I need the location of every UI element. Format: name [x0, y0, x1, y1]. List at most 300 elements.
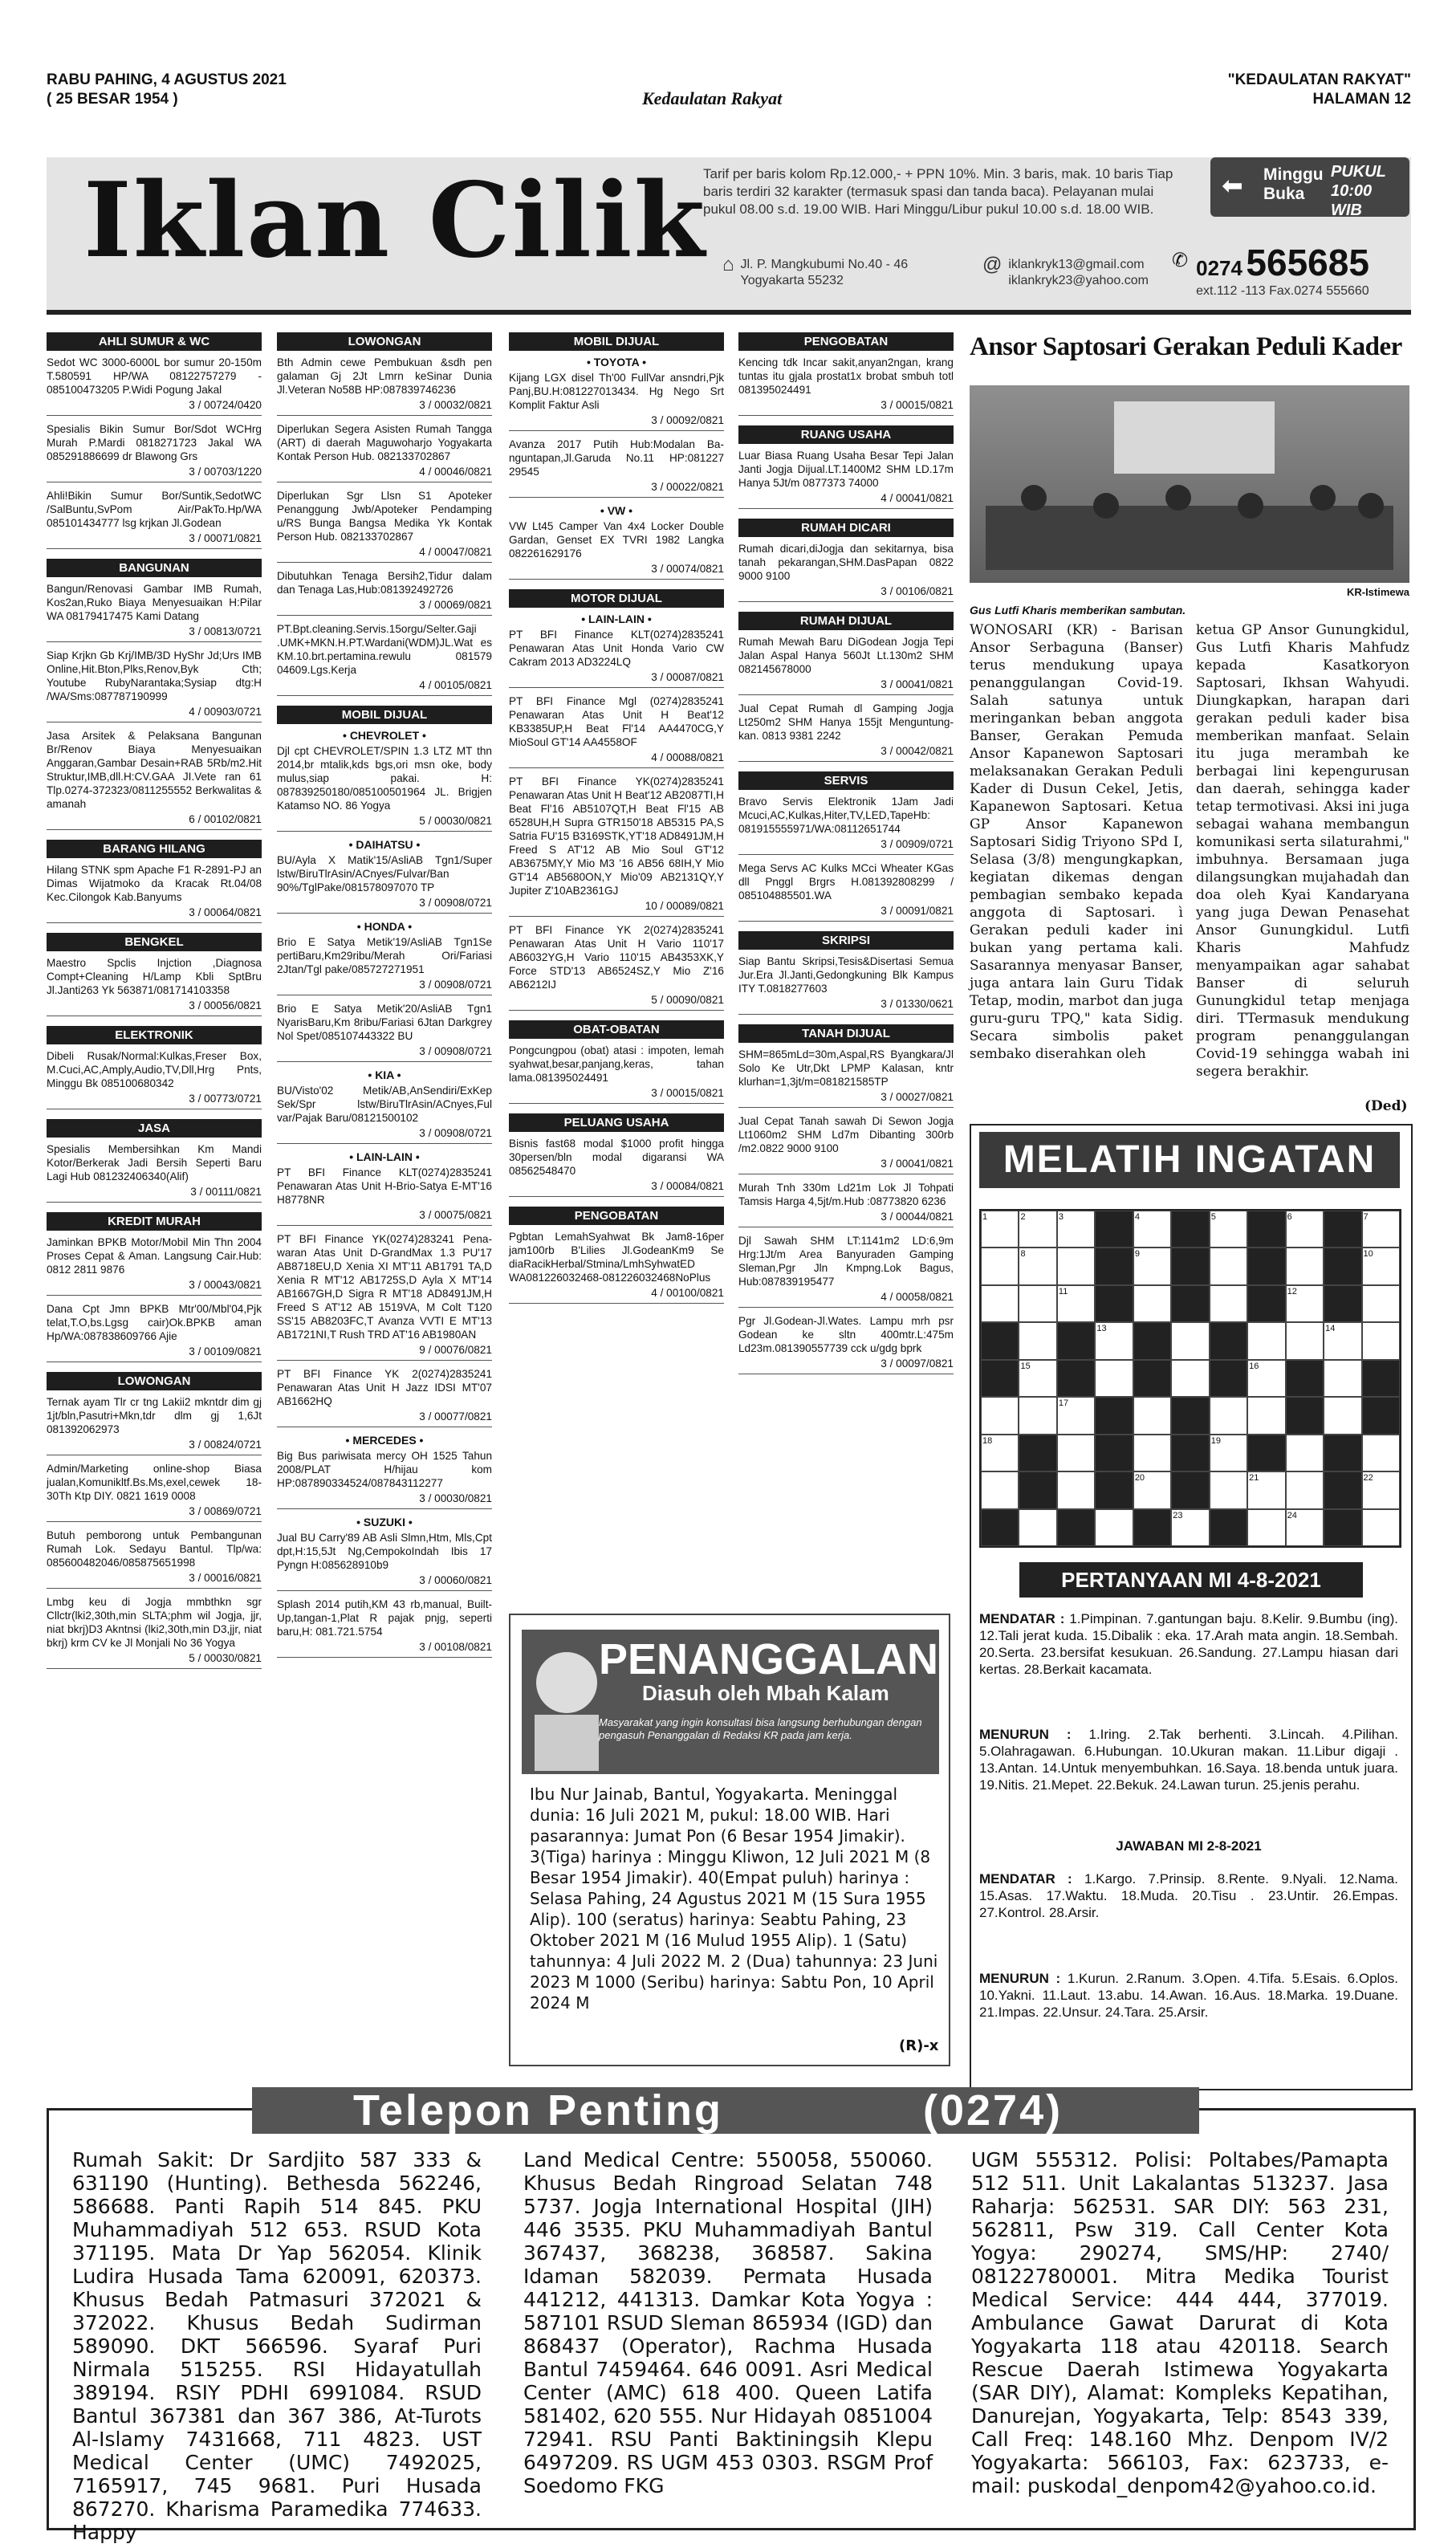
black-cell: [1019, 1435, 1056, 1471]
subcategory-label: • LAIN-LAIN •: [581, 613, 652, 625]
crossword-cell: 1: [981, 1211, 1019, 1248]
ad-code: 4 / 00041/0821: [738, 491, 954, 509]
category-header: RUMAH DICARI: [738, 519, 954, 537]
classified-ad-text: Brio E Satya Metik'20/AsliAB Tgn1 NyarisBaru,Km 8ribu/Fariasi 6Jtan Darkgrey Nol Spet/085107443322 BU: [277, 1003, 492, 1042]
crossword-cell: [1247, 1509, 1285, 1546]
black-cell: [1210, 1509, 1247, 1546]
crossword-cell: [981, 1471, 1019, 1508]
black-cell: [1133, 1360, 1171, 1397]
crossword-cell: [1133, 1435, 1171, 1471]
email-2: iklankryk23@yahoo.com: [1008, 274, 1149, 287]
classified-ad-text: Butuh pemborong untuk Pembangunan Rumah Lok. Sedayu Bantul. Tlp/wa: 085600482046/085875651998: [47, 1529, 262, 1569]
classified-column-1: [47, 332, 262, 1675]
category-header: BENGKEL: [47, 933, 262, 951]
crossword-cell: [1133, 1397, 1171, 1434]
black-cell: [1210, 1360, 1247, 1397]
ad-code: 4 / 00105/0821: [277, 678, 492, 696]
crossword-cell: [1057, 1435, 1095, 1471]
crossword-cell: [1210, 1471, 1247, 1508]
black-cell: [1247, 1285, 1285, 1322]
classified-ad-text: BU/Ayla X Matik'15/AsliAB Tgn1/Super lstw/BiruTlrAsin/ACnyes/Fulvar/Ban 90%/TglPake/081578097070 TP: [277, 854, 492, 893]
black-cell: [1057, 1360, 1095, 1397]
crossword-cell: [1171, 1360, 1209, 1397]
crossword-cell: [1019, 1285, 1056, 1322]
black-cell: [1171, 1248, 1209, 1284]
ad-code: 4 / 00088/0821: [509, 751, 724, 768]
article-signature: (Ded): [1364, 1098, 1408, 1114]
black-cell: [1247, 1211, 1285, 1248]
crossword-cell: [1286, 1435, 1324, 1471]
black-cell: [1247, 1248, 1285, 1284]
category-header: LOWONGAN: [277, 332, 492, 351]
black-cell: [1324, 1248, 1361, 1284]
crossword-cell: [1210, 1285, 1247, 1322]
penanggalan-note: Masyarakat yang ingin konsultasi bisa langsung berhubungan dengan pengasuh Penanggalan di Redaksi KR pada jam kerja.: [599, 1716, 922, 1741]
page-number: HALAMAN 12: [1312, 91, 1411, 108]
ad-code: 5 / 00090/0821: [509, 993, 724, 1011]
ad-code: 3 / 00108/0821: [277, 1640, 492, 1658]
answers-down: [979, 1970, 1398, 2021]
answers-across-text: 1.Kargo. 7.Prinsip. 8.Rente. 9.Nyali. 12.Nama. 15.Asas. 17.Waktu. 18.Muda. 20.Tisu . 23.Untir. 26.Empas. 27.Kontrol. 28.Arsir.: [979, 1871, 1398, 1920]
classified-ad-text: Jual Cepat Rumah dl Gamping Jogja Lt250m2 SHM Hanya 155jt Menguntung-kan. 0813 9381 2242: [738, 702, 954, 742]
columnist-portrait: [527, 1634, 607, 1771]
classified-ad-text: Pgr Jl.Godean-Jl.Wates. Lampu mrh psr Godean ke sltn 400mtr.L:475m Ld23m.081390557739 cck u/gdg bprk: [738, 1315, 954, 1354]
at-icon: @: [982, 254, 1003, 275]
badge-time: PUKUL 10:00 WIB: [1331, 163, 1386, 219]
phone-contact: [1172, 241, 1369, 299]
crossword-cell: [1362, 1435, 1400, 1471]
black-cell: [1362, 1397, 1400, 1434]
classified-column-3: [509, 332, 724, 1310]
black-cell: [1095, 1248, 1133, 1284]
ad-code: 3 / 00060/0821: [277, 1573, 492, 1591]
crossword-cell: [1019, 1397, 1056, 1434]
black-cell: [1247, 1435, 1285, 1471]
crossword-cell: 24: [1286, 1509, 1324, 1546]
subcategory-label: • SUZUKI •: [356, 1516, 413, 1528]
crossword-cell: [1286, 1248, 1324, 1284]
classified-ad-text: Ahli!Bikin Sumur Bor/Suntik,SedotWC /SalBuntu,SvPom Air/PakTo.Hp/WA 085101434777 lsg krjkan Jl.Godean: [47, 490, 262, 529]
category-header: MOBIL DIJUAL: [277, 706, 492, 724]
black-cell: [1133, 1322, 1171, 1359]
penanggalan-signature: (R)-x: [899, 2037, 939, 2054]
subcategory-label: • DAIHATSU •: [348, 838, 421, 851]
classified-ad-text: Pgbtan LemahSyahwat Bk Jam8-16per jam100rb B'Lilies Jl.GodeanKm9 Se diaRacikHerbal/Stmina/LmhSyhwatED WA081226032468-081226032468NoPlus: [509, 1231, 724, 1284]
crossword-cell: 3: [1057, 1211, 1095, 1248]
category-header: MOBIL DIJUAL: [509, 332, 724, 351]
category-header: OBAT-OBATAN: [509, 1020, 724, 1039]
classified-ad-text: Big Bus pariwisata mercy OH 1525 Tahun 2008/PLAT H/hijau kom HP:087890334524/087843112277: [277, 1450, 492, 1489]
category-header: BARANG HILANG: [47, 840, 262, 858]
ad-code: 3 / 00032/0821: [277, 398, 492, 416]
crossword-cell: [1362, 1509, 1400, 1546]
crossword-cell: [1133, 1285, 1171, 1322]
ad-code: 3 / 00724/0420: [47, 398, 262, 416]
black-cell: [1324, 1509, 1361, 1546]
ad-code: 3 / 00074/0821: [509, 562, 724, 580]
black-cell: [1324, 1285, 1361, 1322]
ad-code: 3 / 00069/0821: [277, 598, 492, 616]
crossword-cell: 18: [981, 1435, 1019, 1471]
crossword-cell: 20: [1133, 1471, 1171, 1508]
telepon-col-2: Land Medical Centre: 550058, 550060. Khusus Bedah Ringroad Selatan 748 5737. Jogja International Hospital (JIH) 446 3535. PKU Muhammadiyah Bantul 367437, 368238, 368587. Sakina Idaman 582039. Permata Husada 441212, 441313. Damkar Kota Yogya : 587101 RSUD Sleman 865934 (IGD) dan 868437 (Operator), Rachma Husada Bantul 7459464. 646 0091. Asri Medical Center (AMC) 618 400. Queen Latifa 581402, 620 555. Nur Hidayah 0851004 72941. RSU Panti Baktiningsih Klepu 6497209. RS UGM 453 0303. RSGM Prof Soedomo FKG: [523, 2148, 933, 2497]
crossword-cell: 22: [1362, 1471, 1400, 1508]
crossword-cell: [981, 1397, 1019, 1434]
crossword-cell: 17: [1057, 1397, 1095, 1434]
classified-ad-text: Spesialis Bikin Sumur Bor/Sdot WCHrg Murah P.Mardi 0818271723 Jakal WA 085291886699 dr Blawong Grs: [47, 423, 262, 462]
black-cell: [1019, 1471, 1056, 1508]
black-cell: [1286, 1360, 1324, 1397]
ad-code: 3 / 00015/0821: [738, 398, 954, 416]
office-address: [722, 254, 971, 289]
crossword-cell: [1324, 1360, 1361, 1397]
black-cell: [1210, 1322, 1247, 1359]
ad-code: 3 / 00075/0821: [277, 1208, 492, 1226]
category-header: SKRIPSI: [738, 931, 954, 950]
category-header: SERVIS: [738, 771, 954, 790]
ad-code: 10 / 00089/0821: [509, 899, 724, 917]
ad-code: 3 / 00908/0721: [277, 1044, 492, 1062]
telepon-col-1: Rumah Sakit: Dr Sardjito 587 333 & 631190 (Hunting). Bethesda 562246, 586688. Panti Rapih 514 845. PKU Muhammadiyah 512 653. RSUD Kota 371195. Mata Dr Yap 562054. Klinik Ludira Husada Tama 620091, 620373. Khusus Bedah Patmasuri 372021 & 372022. Khusus Bedah Sudirman 589090. DKT 566596. Syaraf Puri Nirmala 515255. RSI Hidayatullah 389194. RSIY PDHI 6991084. RSUD Bantul 367381 dan 367 386, At-Turots Al-Islamy 7431668, 711 4823. UST Medical Center (UMC) 7492025, 7165917, 745 9681. Puri Husada 867270. Kharisma Paramedika 774633. Happy: [72, 2148, 482, 2544]
crossword-cell: [1324, 1397, 1361, 1434]
black-cell: [1324, 1211, 1361, 1248]
subcategory-label: • HONDA •: [356, 920, 413, 933]
penanggalan-author: Diasuh oleh Mbah Kalam: [642, 1681, 889, 1705]
category-header: PENGOBATAN: [509, 1207, 724, 1225]
classified-ad-text: Siap Krjkn Gb Krj/IMB/3D HyShr Jd;Urs IMB Online,Hit.Bton,Plks,Renov,Byk Cth; Youtube RubyNarantaka;Sysiap dtg:H /WA/Sms:087787190999: [47, 649, 262, 702]
classified-column-2: [277, 332, 492, 1664]
subcategory-label: • LAIN-LAIN •: [349, 1150, 420, 1163]
crossword-cell: [1019, 1322, 1056, 1359]
classified-ad-text: PT BFI Finance KLT(0274)2835241 Penawaran Atas Unit H-Brio-Satya E-MT'16 H8778NR: [277, 1166, 492, 1206]
ad-code: 3 / 00041/0821: [738, 1157, 954, 1174]
ad-code: 3 / 00043/0821: [47, 1278, 262, 1296]
black-cell: [1095, 1435, 1133, 1471]
answer-heading: JAWABAN MI 2-8-2021: [1116, 1838, 1262, 1854]
email-contacts: [982, 254, 1149, 289]
black-cell: [981, 1509, 1019, 1546]
classified-ad-text: Brio E Satya Metik'19/AsliAB Tgn1Se pertiBaru,Km29ribu/Merah Ori/Fariasi 2Jtan/Tgl pake/085727271951: [277, 936, 492, 975]
classified-ad-text: Rumah Mewah Baru DiGodean Jogja Tepi Jalan Aspal Hanya 560Jt Lt.130m2 SHM 082145678000: [738, 636, 954, 675]
classified-ad-text: VW Lt45 Camper Van 4x4 Locker Double Gardan, Genset EX TVRI 1982 Langka 082261629176: [509, 520, 724, 560]
ad-code: 3 / 00015/0821: [509, 1086, 724, 1104]
classified-ad-text: Siap Bantu Skripsi,Tesis&Disertasi Semua Jur.Era Jl.Janti,Gedongkuning Blk Kampus ITY T.0818277603: [738, 955, 954, 995]
classified-ad-text: Jaminkan BPKB Motor/Mobil Min Thn 2004 Proses Cepat & Aman. Langsung Cair.Hub: 0812 2811 9876: [47, 1236, 262, 1276]
ad-code: 3 / 00087/0821: [509, 670, 724, 688]
ad-code: 4 / 00058/0821: [738, 1290, 954, 1308]
classified-ad-text: Djl cpt CHEVROLET/SPIN 1.3 LTZ MT thn 2014,br mtalik,kds bgs,ori msn oke, body mulus,siap pakai. H: 087839250180/085100501964 JL. Brigjen Katamso NO. 86 Yogya: [277, 745, 492, 812]
ad-code: 3 / 00056/0821: [47, 999, 262, 1016]
black-cell: [1171, 1435, 1209, 1471]
across-label: MENDATAR :: [979, 1611, 1065, 1626]
ad-code: 3 / 00016/0821: [47, 1571, 262, 1589]
crossword-cell: 7: [1362, 1211, 1400, 1248]
black-cell: [1362, 1360, 1400, 1397]
crossword-cell: [1095, 1509, 1133, 1546]
article-body-col-1: WONOSARI (KR) - Barisan Ansor Serbaguna (Banser) terus mendukung upaya penanggulangan Covid-19. Salah satunya untuk meringankan beban anggota Banser, Gerakan Pemuda Ansor Kapanewon Saptosari melaksanakan Gerakan Peduli Kader di Dusun Cekel, Jetis, Kapanewon Saptosari. Ketua GP Ansor Kapanewon Saptosari Sidig Triyono SPd I, Selasa (3/8) mengungkapkan, kegiatan dikemas dengan pembagian sembako kepada anggota di Saptosari. ì Gerakan peduli kader ini bukan yang pertama kali. Sasarannya menyasar Banser, juga antara lain Guru Tidak Tetap, modin, marbot dan juga guru-guru TPQ," kata Sidig. Secara simbolis paket sembako diserahkan oleh: [970, 622, 1183, 1062]
arrow-icon: ⬅: [1222, 171, 1243, 200]
classified-ad-text: Ternak ayam Tlr cr tng Lakii2 mkntdr dim gj 1jt/bln,Pasutri+Mkn,tdr dlm gj 1,6Jt 081392062973: [47, 1396, 262, 1435]
crossword-cell: [1171, 1322, 1209, 1359]
crossword-cell: 12: [1286, 1285, 1324, 1322]
home-icon: ⌂: [722, 254, 734, 275]
black-cell: [1057, 1509, 1095, 1546]
phone-extension: ext.112 -113 Fax.0274 555660: [1196, 284, 1369, 298]
crossword-cell: 2: [1019, 1211, 1056, 1248]
paper-name: "KEDAULATAN RAKYAT": [1227, 71, 1411, 88]
penanggalan-title: PENANGGALAN: [599, 1635, 939, 1683]
crossword-cell: [1095, 1360, 1133, 1397]
black-cell: [1095, 1285, 1133, 1322]
photo-caption: Gus Lutfi Kharis memberikan sambutan.: [970, 604, 1186, 617]
ad-code: 3 / 00773/0721: [47, 1092, 262, 1109]
classified-column-4: [738, 332, 954, 1381]
telepon-title: Telepon Penting: [353, 2086, 723, 2135]
ad-code: 3 / 00824/0721: [47, 1438, 262, 1455]
ad-code: 3 / 00106/0821: [738, 584, 954, 602]
ad-code: 3 / 00077/0821: [277, 1410, 492, 1427]
answers-down-label: MENURUN :: [979, 1971, 1061, 1986]
crossword-cell: [1362, 1285, 1400, 1322]
classified-ad-text: PT BFI Finance Mgl (0274)2835241 Penawaran Atas Unit H Beat'12 KB3385UP,H Beat Fl'14 AA4470CG,Y MioSoul GT'14 AA4558OF: [509, 695, 724, 748]
classified-ad-text: Dibeli Rusak/Normal:Kulkas,Freser Box, M.Cuci,AC,Amply,Audio,TV,Dll,Hrg Pnts, Minggu Bk 085100680342: [47, 1050, 262, 1089]
ad-code: 3 / 00703/1220: [47, 465, 262, 482]
category-header: LOWONGAN: [47, 1372, 262, 1390]
subcategory-label: • VW •: [600, 504, 633, 517]
telepon-col-3: UGM 555312. Polisi: Poltabes/Pamapta 512 511. Unit Lakalantas 513237. Jasa Raharja: 562531. SAR DIY: 563 231, 562811, Psw 319. Call Center Kota Yogya: 290274, SMS/HP: 2740/ 08122780001. Mitra Medika Tourist Medical Service: 444 444, 377019. Ambulance Gawat Darurat di Kota Yogyakarta 118 atau 420118. Search Rescue Daerah Istimewa Yogyakarta (SAR DIY), Alamat: Kompleks Kepatihan, Danurejan, Yogyakarta, Telp: 8543 339, Call Freq: 148.160 Mhz. Denpom IV/2 Yogyakarta: 566103, Fax: 623733, e-mail: puskodal_denpom42@yahoo.co.id.: [971, 2148, 1389, 2497]
classified-ad-text: Djl Sawah SHM LT:1141m2 LD:6,9m Hrg:1Jt/m Area Banyuraden Gamping Sleman,Pgr Jln Kmpng.Lok Bagus, Hub:087839195477: [738, 1235, 954, 1288]
javanese-date-line: ( 25 BESAR 1954 ): [47, 91, 178, 108]
classified-ad-text: Jual BU Carry'89 AB Asli Slmn,Htm, Mls,Cpt dpt,H:15,5Jt Ng,CempokoIndah Ibis 17 Pyngn H:085628910b9: [277, 1532, 492, 1571]
phone-prefix: 0274: [1196, 256, 1242, 280]
category-header: AHLI SUMUR & WC: [47, 332, 262, 351]
category-header: BANGUNAN: [47, 559, 262, 577]
classified-ad-text: PT BFI Finance KLT(0274)2835241 Penawaran Atas Unit Honda Vario CW Cakram 2013 AD3224LQ: [509, 629, 724, 668]
crossword-cell: [1247, 1322, 1285, 1359]
classified-ad-text: Pongcungpou (obat) atasi : impoten, lemah syahwat,besar,panjang,keras, tahan lama.081395024491: [509, 1044, 724, 1084]
ad-code: 3 / 00813/0721: [47, 625, 262, 642]
crossword-cell: 6: [1286, 1211, 1324, 1248]
classified-ad-text: Admin/Marketing online-shop Biasa jualan,Komunikltf.Bs.Ms,exel,cewek 18-30Th Ktp DIY. 0821 1619 0008: [47, 1463, 262, 1502]
ad-code: 3 / 00111/0821: [47, 1185, 262, 1203]
crossword-cell: [1210, 1397, 1247, 1434]
classified-ad-text: PT BFI Finance YK 2(0274)2835241 Penawaran Atas Unit H Jazz IDSI MT'07 AB1662HQ: [277, 1368, 492, 1407]
ad-code: 3 / 00041/0821: [738, 678, 954, 695]
classified-ad-text: Rumah dicari,diJogja dan sekitarnya, bisa tanah pekarangan,SHM.DasPapan 0822 9000 9100: [738, 543, 954, 582]
crossword-grid: [979, 1209, 1401, 1548]
black-cell: [1057, 1322, 1095, 1359]
ad-code: 3 / 00071/0821: [47, 531, 262, 549]
category-header: PELUANG USAHA: [509, 1113, 724, 1132]
classified-ad-text: Bisnis fast68 modal $1000 profit hingga 30persen/bln modal digaransi WA 08562548470: [509, 1138, 724, 1177]
category-header: RUANG USAHA: [738, 425, 954, 444]
crossword-cell: [1286, 1471, 1324, 1508]
classified-ad-text: Dana Cpt Jmn BPKB Mtr'00/Mbl'04,Pjk telat,T.O,bs.Lgsg cair)Ok.BPKB aman Hp/WA:087838609766 Ajie: [47, 1303, 262, 1342]
classified-ad-text: Kijang LGX disel Th'00 FullVar ansndri,Pjk Panj,BU.H:081227013434. Hg Nego Srt Komplit Faktur Asli: [509, 372, 724, 411]
photo-illustration: [970, 385, 1409, 583]
crossword-cell: 14: [1324, 1322, 1361, 1359]
answers-across-label: MENDATAR :: [979, 1871, 1072, 1887]
classified-ad-text: BU/Visto'02 Metik/AB,AnSendiri/ExKep Sek/Spr lstw/BiruTlrAsin/ACnyes,Ful var/Pajak Baru/08121500102: [277, 1085, 492, 1124]
ad-code: 3 / 00084/0821: [509, 1179, 724, 1197]
date-line: RABU PAHING, 4 AGUSTUS 2021: [47, 71, 287, 88]
classified-ad-text: Splash 2014 putih,KM 43 rb,manual, Built-Up,tangan-1,Plat R pajak pnjg, seperti baru,H: 081.721.5754: [277, 1598, 492, 1638]
ad-code: 3 / 00022/0821: [509, 480, 724, 498]
crossword-cell: 15: [1019, 1360, 1056, 1397]
question-heading: PERTANYAAN MI 4-8-2021: [1019, 1562, 1363, 1598]
ad-code: 3 / 00908/0721: [277, 978, 492, 995]
ad-code: 4 / 00047/0821: [277, 545, 492, 563]
classified-ad-text: Kencing tdk Incar sakit,anyan2ngan, krang tuntas itu gjala prostat1x brobat smbuh totl 081395024491: [738, 356, 954, 396]
subcategory-label: • CHEVROLET •: [343, 729, 426, 742]
ad-code: 3 / 00092/0821: [509, 413, 724, 431]
ad-code: 3 / 00909/0721: [738, 837, 954, 855]
category-header: ELEKTRONIK: [47, 1026, 262, 1044]
masthead-logo: Kedaulatan Rakyat: [642, 88, 783, 108]
category-header: RUMAH DIJUAL: [738, 612, 954, 630]
classified-ad-text: Avanza 2017 Putih Hub:Modalan Ba-nguntapan,Jl.Garuda No.11 HP:081227 29545: [509, 438, 724, 478]
black-cell: [1095, 1397, 1133, 1434]
phone-icon: ✆: [1172, 250, 1189, 271]
ad-code: 4 / 00046/0821: [277, 465, 492, 482]
ad-code: 3 / 00869/0721: [47, 1504, 262, 1522]
subcategory-label: • MERCEDES •: [345, 1434, 424, 1447]
crossword-cell: [1362, 1322, 1400, 1359]
classified-ad-text: Mega Servs AC Kulks MCci Wheater KGas dll Pnggl Brgrs H.081392808299 / 085104885501.WA: [738, 862, 954, 902]
black-cell: [1095, 1211, 1133, 1248]
classified-ad-text: Bangun/Renovasi Gambar IMB Rumah, Kos2an,Ruko Biaya Menyesuaikan H:Pilar WA 08179417475 Kami Datang: [47, 583, 262, 622]
clues-down: [979, 1726, 1398, 1793]
ad-code: 3 / 00064/0821: [47, 906, 262, 923]
ad-code: 3 / 00097/0821: [738, 1357, 954, 1374]
crossword-cell: [1057, 1248, 1095, 1284]
crossword-cell: [981, 1285, 1019, 1322]
crossword-cell: 16: [1247, 1360, 1285, 1397]
crossword-cell: 10: [1362, 1248, 1400, 1284]
ad-code: 5 / 00030/0821: [277, 814, 492, 832]
crossword-cell: [1286, 1322, 1324, 1359]
crossword-cell: [1247, 1397, 1285, 1434]
crossword-cell: 23: [1171, 1509, 1209, 1546]
classified-ad-text: Murah Tnh 330m Ld21m Lok Jl Tohpati Tamsis Harga 4,5jt/m.Hub :08773820 6236: [738, 1182, 954, 1207]
ad-code: 3 / 00030/0821: [277, 1492, 492, 1509]
ad-code: 3 / 01330/0621: [738, 997, 954, 1015]
page-info: [1228, 71, 1411, 109]
ad-code: 3 / 00091/0821: [738, 904, 954, 922]
category-header: KREDIT MURAH: [47, 1212, 262, 1231]
crossword-cell: 8: [1019, 1248, 1056, 1284]
classified-ad-text: Maestro Spclis Injction ,Diagnosa Compt+Cleaning H/Lamp Kbli SptBru Jl.Janti263 Yk 563871/081714103358: [47, 957, 262, 996]
category-header: JASA: [47, 1119, 262, 1138]
black-cell: [981, 1322, 1019, 1359]
classified-ad-text: Lmbg keu di Jogja mmbthkn sgr Cllctr(lki2,30th,min SLTA;phm wil Jogja, jjr, niat bkrj)D3 Akntnsi (lki2,30th,min D3,jjr, niat bkrj) krm CV ke Jl Monjali No 36 Yogya: [47, 1596, 262, 1649]
penanggalan-body: Ibu Nur Jainab, Bantul, Yogyakarta. Meninggal dunia: 16 Juli 2021 M, pukul: 18.00 WIB. Hari pasarannya: Jumat Pon (6 Besar 1954 Jimakir). 3(Tiga) harinya : Minggu Kliwon, 12 Juli 2021 M (8 Besar 1954 Jimakir). 40(Empat puluh) harinya : Selasa Pahing, 24 Agustus 2021 M (15 Sura 1955 Alip). 100 (seratus) harinya: Seabtu Pahing, 23 Oktober 2021 M (16 Mulud 1955 Alip). 1 (Satu) tahunnya: 4 Juli 2022 M. 2 (Dua) tahunnya: 23 Juni 2023 M 1000 (Seribu) harinya: Sabtu Pon, 10 April 2024 M: [530, 1785, 938, 2013]
crossword-cell: [1210, 1248, 1247, 1284]
classified-ad-text: Luar Biasa Ruang Usaha Besar Tepi Jalan Janti Jogja Dijual.LT.1400M2 SHM LD.17m Hanya 5Jt/m 0877373 74000: [738, 450, 954, 489]
black-cell: [1324, 1471, 1361, 1508]
classified-ad-text: SHM=865mLd=30m,Aspal,RS Byangkara/Jl Solo Ke Utr,Dkt LPMP Kalasan, kntr klurhan=1,3jt/m=081821585TP: [738, 1048, 954, 1088]
classified-ad-text: Dibutuhkan Tenaga Bersih2,Tidur dalam dan Tenaga Las,Hub:081392492726: [277, 570, 492, 596]
crossword-cell: 11: [1057, 1285, 1095, 1322]
answers-across: [979, 1870, 1398, 1921]
ad-code: 9 / 00076/0821: [277, 1343, 492, 1361]
crossword-title: MELATIH INGATAN: [979, 1132, 1400, 1188]
classified-ad-text: PT BFI Finance YK(0274)2835241 Penawaran Atas Unit H Beat'12 AB2087TI,H Beat Fl'16 AB5107QT,H Beat Fl'15 AB 6528UH,H Supra GTR150'18 AB5315 PA,S Satria FU'15 B3169STK,YT'18 AD8491JM,H Freed S AT'12 AB Mio Soul GT'12 AB3675MY,Y Mio M3 '16 AB56 68IH,Y Mio GT'14 AB5680ON,Y Mio'09 AB2131QY,Y Jupiter Z'10AB2361GJ: [509, 775, 724, 897]
clues-across: [979, 1610, 1398, 1678]
subcategory-label: • TOYOTA •: [586, 356, 647, 368]
crossword-cell: 21: [1247, 1471, 1285, 1508]
classified-ad-text: PT BFI Finance YK(0274)283241 Pena-waran Atas Unit D-GrandMax 1.3 PU'17 AB8718EU,D Xenia XI MT'11 AB1791 TA,D Xenia R MT'12 AB1725S,D Ayla X MT'14 AB1667GH,D Sigra R MT'18 AD8491JM,H Freed S AT'12 AB 1519VA, M Colt T120 SS'15 AB8203FC,T Avanza VVTI E MT'13 AB1721NI,T Rush TRD AT'16 AB1980AN: [277, 1233, 492, 1341]
across-clues: 1.Pimpinan. 7.gantungan baju. 8.Kelir. 9.Bumbu (ing). 12.Tali jerat kuda. 15.Dibalik : eka. 17.Arah mata angin. 18.Sembah. 20.Serta. 23.bersifat kesukuan. 26.Sandung. 27.Lampu hiasan dari kertas. 28.Berkait kacamata.: [979, 1611, 1398, 1677]
section-title: Iklan Cilik: [83, 161, 707, 281]
ad-code: 3 / 00044/0821: [738, 1210, 954, 1227]
badge-day: Minggu Buka: [1263, 165, 1324, 203]
ad-code: 4 / 00100/0821: [509, 1286, 724, 1304]
crossword-cell: 5: [1210, 1211, 1247, 1248]
down-clues: 1.Iring. 2.Tak berhenti. 3.Lincah. 4.Pilihan. 5.Olahragawan. 6.Hubungan. 10.Ukuran makan. 11.Libur digaji . 13.Antan. 14.Untuk menyembuhkan. 16.Saya. 18.benda untuk juara. 19.Nitis. 21.Mepet. 22.Bekuk. 24.Lawan turun. 25.jenis perahu.: [979, 1727, 1398, 1793]
crossword-cell: 13: [1095, 1322, 1133, 1359]
classified-ad-text: Bth Admin cewe Pembukuan &sdh pen galaman Gj 2Jt Lmrn keSinar Dunia Jl.Veteran No58B HP:087839746236: [277, 356, 492, 396]
ad-code: 3 / 00027/0821: [738, 1090, 954, 1108]
ad-code: 3 / 00908/0721: [277, 1126, 492, 1144]
classified-ad-text: Jual Cepat Tanah sawah Di Sewon Jogja Lt1060m2 SHM Ld7m Dibanting 300rb /m2.0822 9000 9100: [738, 1115, 954, 1154]
crossword-cell: 9: [1133, 1248, 1171, 1284]
edition-date: [47, 71, 287, 109]
photo-credit: KR-Istimewa: [1346, 586, 1409, 598]
article-photo: [970, 385, 1409, 583]
opening-hours-badge: [1210, 157, 1409, 217]
crossword-cell: [1057, 1471, 1095, 1508]
black-cell: [1133, 1509, 1171, 1546]
article-body-col-2: ketua GP Ansor Gunungkidul, Gus Lutfi Kharis Mahfudz kepada Kasatkoryon Saptosari, Ikhsan Wahyudi. Diungkapkan, harapan dari gerakan peduli kader bisa memberikan manfaat. Selain itu juga merambah ke berbagai lini kepengurusan dan daerah, sehingga kader tetap termotivasi. Aksi ini juga sebagai wahana membangun komunikasi serta silaturahmi," imbuhnya. Bersamaan juga dilangsungkan mujahadah dan doa oleh Kyai Kandaryana yang juga Dewan Penasehat Ansor Gunungkidul. Lutfi Kharis Mahfudz menyampaikan agar sahabat Banser di seluruh Gunungkidul tetap menjaga diri. TTermasuk mendukung program penanggulangan Covid-19 sehingga wabah ini segera berakhir.: [1196, 622, 1409, 1080]
classified-ad-text: Hilang STNK spm Apache F1 R-2891-PJ an Dimas Wijatmoko da Kracak Rt.04/08 Kec.Cilongok Kab.Banyums: [47, 864, 262, 903]
ad-code: 3 / 00042/0821: [738, 744, 954, 762]
black-cell: [1324, 1435, 1361, 1471]
category-header: MOTOR DIJUAL: [509, 589, 724, 608]
crossword-cell: [981, 1248, 1019, 1284]
classified-ad-text: Bravo Servis Elektronik 1Jam Jadi Mcuci,AC,Kulkas,Hiter,TV,LED,TapeHb: 081915555971/WA:08112651744: [738, 796, 954, 835]
classified-ad-text: Jasa Arsitek & Pelaksana Bangunan Br/Renov Biaya Menyesuaikan Anggaran,Gambar Desain+RAB 5Rb/m2.Hit Struktur,IMB,dll.H:CV.GAA JI.Vete ran 61 Tlp.0274-372323/0811255552 Berkwalitas & amanah: [47, 730, 262, 810]
black-cell: [1171, 1211, 1209, 1248]
black-cell: [1171, 1285, 1209, 1322]
black-cell: [1286, 1397, 1324, 1434]
area-code: (0274): [923, 2086, 1064, 2135]
classified-ad-text: PT.Bpt.cleaning.Servis.15orgu/Selter.Gaji .UMK+MKN.H.PT.Wardani(WDM)JL.Wat es KM.10.brt.pertamina.rewulu 081579 04609.Lgs.Kerja: [277, 623, 492, 676]
crossword-cell: 19: [1210, 1435, 1247, 1471]
article-headline: Ansor Saptosari Gerakan Peduli Kader: [970, 332, 1402, 361]
ad-code: 3 / 00908/0721: [277, 896, 492, 914]
crossword-cell: 4: [1133, 1211, 1171, 1248]
black-cell: [1171, 1471, 1209, 1508]
classified-ad-text: Sedot WC 3000-6000L bor sumur 20-150m T.580591 HP/WA 08122757279 - 085100473205 P.Widi Pogung Jakal: [47, 356, 262, 396]
down-label: MENURUN :: [979, 1727, 1072, 1742]
address-text: Jl. P. Mangkubumi No.40 - 46 Yogyakarta 55232: [740, 258, 909, 287]
classified-ad-text: Spesialis Membersihkan Km Mandi Kotor/Berkerak Jadi Bersih Seperti Baru Lagi Hub 081232406340(Alif): [47, 1143, 262, 1182]
ad-code: 3 / 00109/0821: [47, 1345, 262, 1362]
category-header: PENGOBATAN: [738, 332, 954, 351]
answers-down-text: 1.Kurun. 2.Ranum. 3.Open. 4.Tifa. 5.Esais. 6.Oplos. 10.Yakni. 11.Laut. 13.abu. 14.Awan. 16.Aus. 18.Marka. 19.Duane. 21.Impas. 22.Unsur. 24.Tara. 25.Arsir.: [979, 1971, 1398, 2020]
ad-code: 5 / 00030/0821: [47, 1651, 262, 1669]
email-1: iklankryk13@gmail.com: [1008, 258, 1145, 271]
category-header: TANAH DIJUAL: [738, 1024, 954, 1043]
black-cell: [981, 1360, 1019, 1397]
rate-notice: Tarif per baris kolom Rp.12.000,- + PPN 10%. Min. 3 baris, mak. 10 baris Tiap baris terdiri 32 karakter (termasuk spasi dan tanda baca). Pelayanan mulai pukul 08.00 s.d. 19.00 WIB. Hari Minggu/Libur pukul 10.00 s.d. 18.00 WIB.: [703, 166, 1173, 217]
crossword-cell: [1019, 1509, 1056, 1546]
black-cell: [1171, 1397, 1209, 1434]
phone-number: 565685: [1246, 242, 1369, 283]
black-cell: [1095, 1471, 1133, 1508]
subcategory-label: • KIA •: [368, 1068, 401, 1081]
